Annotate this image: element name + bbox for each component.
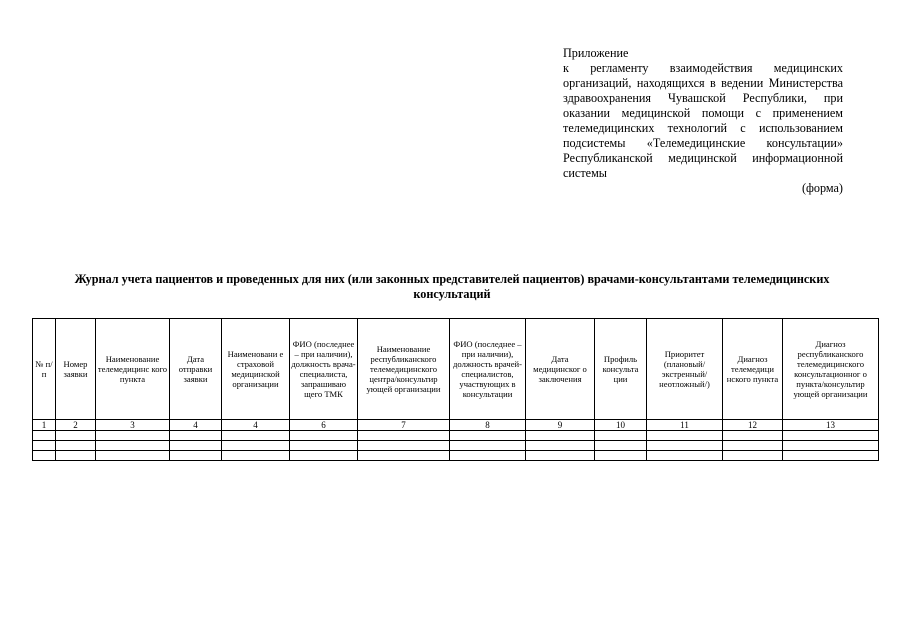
column-header: Дата отправки заявки	[170, 319, 222, 420]
table-cell	[526, 441, 595, 451]
table-cell	[783, 431, 879, 441]
column-header: Наименование республиканского телемедицинского центра/консультир ующей организации	[358, 319, 450, 420]
table-cell	[222, 451, 290, 461]
table-cell	[450, 441, 526, 451]
table-cell	[56, 451, 96, 461]
appendix-heading: Приложение	[563, 46, 629, 60]
column-number: 13	[783, 420, 879, 431]
table-cell	[56, 441, 96, 451]
table-cell	[33, 451, 56, 461]
table-cell	[526, 451, 595, 461]
journal-title: Журнал учета пациентов и проведенных для них (или законных представителей пациентов) врачами-консультантами телемедицинских консультаций	[74, 272, 830, 301]
appendix-body: к регламенту взаимодействия медицинских организаций, находящихся в ведении Министерства здравоохранения Чувашской Республики, при оказании медицинской помощи с применением телемедицинских технологий с использованием подсистемы «Телемедицинские консультации» Республиканской медицинской информационной системы	[563, 61, 843, 180]
table-row	[33, 431, 879, 441]
column-header: № п/п	[33, 319, 56, 420]
column-number: 1	[33, 420, 56, 431]
column-header: Наименовани е страховой медицинской организации	[222, 319, 290, 420]
table-cell	[595, 441, 647, 451]
table-cell	[783, 441, 879, 451]
table-cell	[222, 441, 290, 451]
table-cell	[96, 451, 170, 461]
column-number: 2	[56, 420, 96, 431]
column-number: 4	[170, 420, 222, 431]
column-number: 4	[222, 420, 290, 431]
table-cell	[783, 451, 879, 461]
table-cell	[56, 431, 96, 441]
table-cell	[290, 431, 358, 441]
table-cell	[450, 431, 526, 441]
table-cell	[358, 451, 450, 461]
column-header: Профиль консульта ции	[595, 319, 647, 420]
column-header: Номер заявки	[56, 319, 96, 420]
column-header: ФИО (последнее – при наличии), должность врачей-специалистов, участвующих в консультации	[450, 319, 526, 420]
column-header: Наименование телемедицинс кого пункта	[96, 319, 170, 420]
table-row	[33, 441, 879, 451]
journal-table	[32, 318, 879, 461]
column-number: 12	[723, 420, 783, 431]
column-header: Приоритет (плановый/ экстренный/ неотложный/)	[647, 319, 723, 420]
table-cell	[290, 451, 358, 461]
table-cell	[450, 451, 526, 461]
table-cell	[647, 441, 723, 451]
column-header: Диагноз телемедици нского пункта	[723, 319, 783, 420]
table-cell	[170, 441, 222, 451]
table-cell	[723, 431, 783, 441]
column-header: Диагноз республиканского телемедицинского консультационног о пункта/консультир ующей организации	[783, 319, 879, 420]
table-cell	[96, 431, 170, 441]
form-note: (форма)	[801, 181, 843, 195]
table-cell	[33, 441, 56, 451]
column-header: Дата медицинског о заключения	[526, 319, 595, 420]
table-cell	[526, 431, 595, 441]
table-cell	[96, 441, 170, 451]
column-number: 6	[290, 420, 358, 431]
table-cell	[723, 441, 783, 451]
table-cell	[647, 431, 723, 441]
table-cell	[290, 441, 358, 451]
column-number: 11	[647, 420, 723, 431]
column-number: 3	[96, 420, 170, 431]
appendix-block	[563, 46, 843, 196]
column-number-row	[33, 420, 879, 431]
table-cell	[595, 431, 647, 441]
column-number: 8	[450, 420, 526, 431]
table-row	[33, 451, 879, 461]
table-cell	[723, 451, 783, 461]
table-cell	[595, 451, 647, 461]
header-row	[33, 319, 879, 420]
table-cell	[170, 431, 222, 441]
column-number: 9	[526, 420, 595, 431]
table-cell	[647, 451, 723, 461]
table-cell	[222, 431, 290, 441]
column-header: ФИО (последнее – при наличии), должность врача-специалиста, запрашиваю щего ТМК	[290, 319, 358, 420]
table-cell	[358, 441, 450, 451]
column-number: 10	[595, 420, 647, 431]
table-cell	[358, 431, 450, 441]
table-cell	[33, 431, 56, 441]
column-number: 7	[358, 420, 450, 431]
table-cell	[170, 451, 222, 461]
